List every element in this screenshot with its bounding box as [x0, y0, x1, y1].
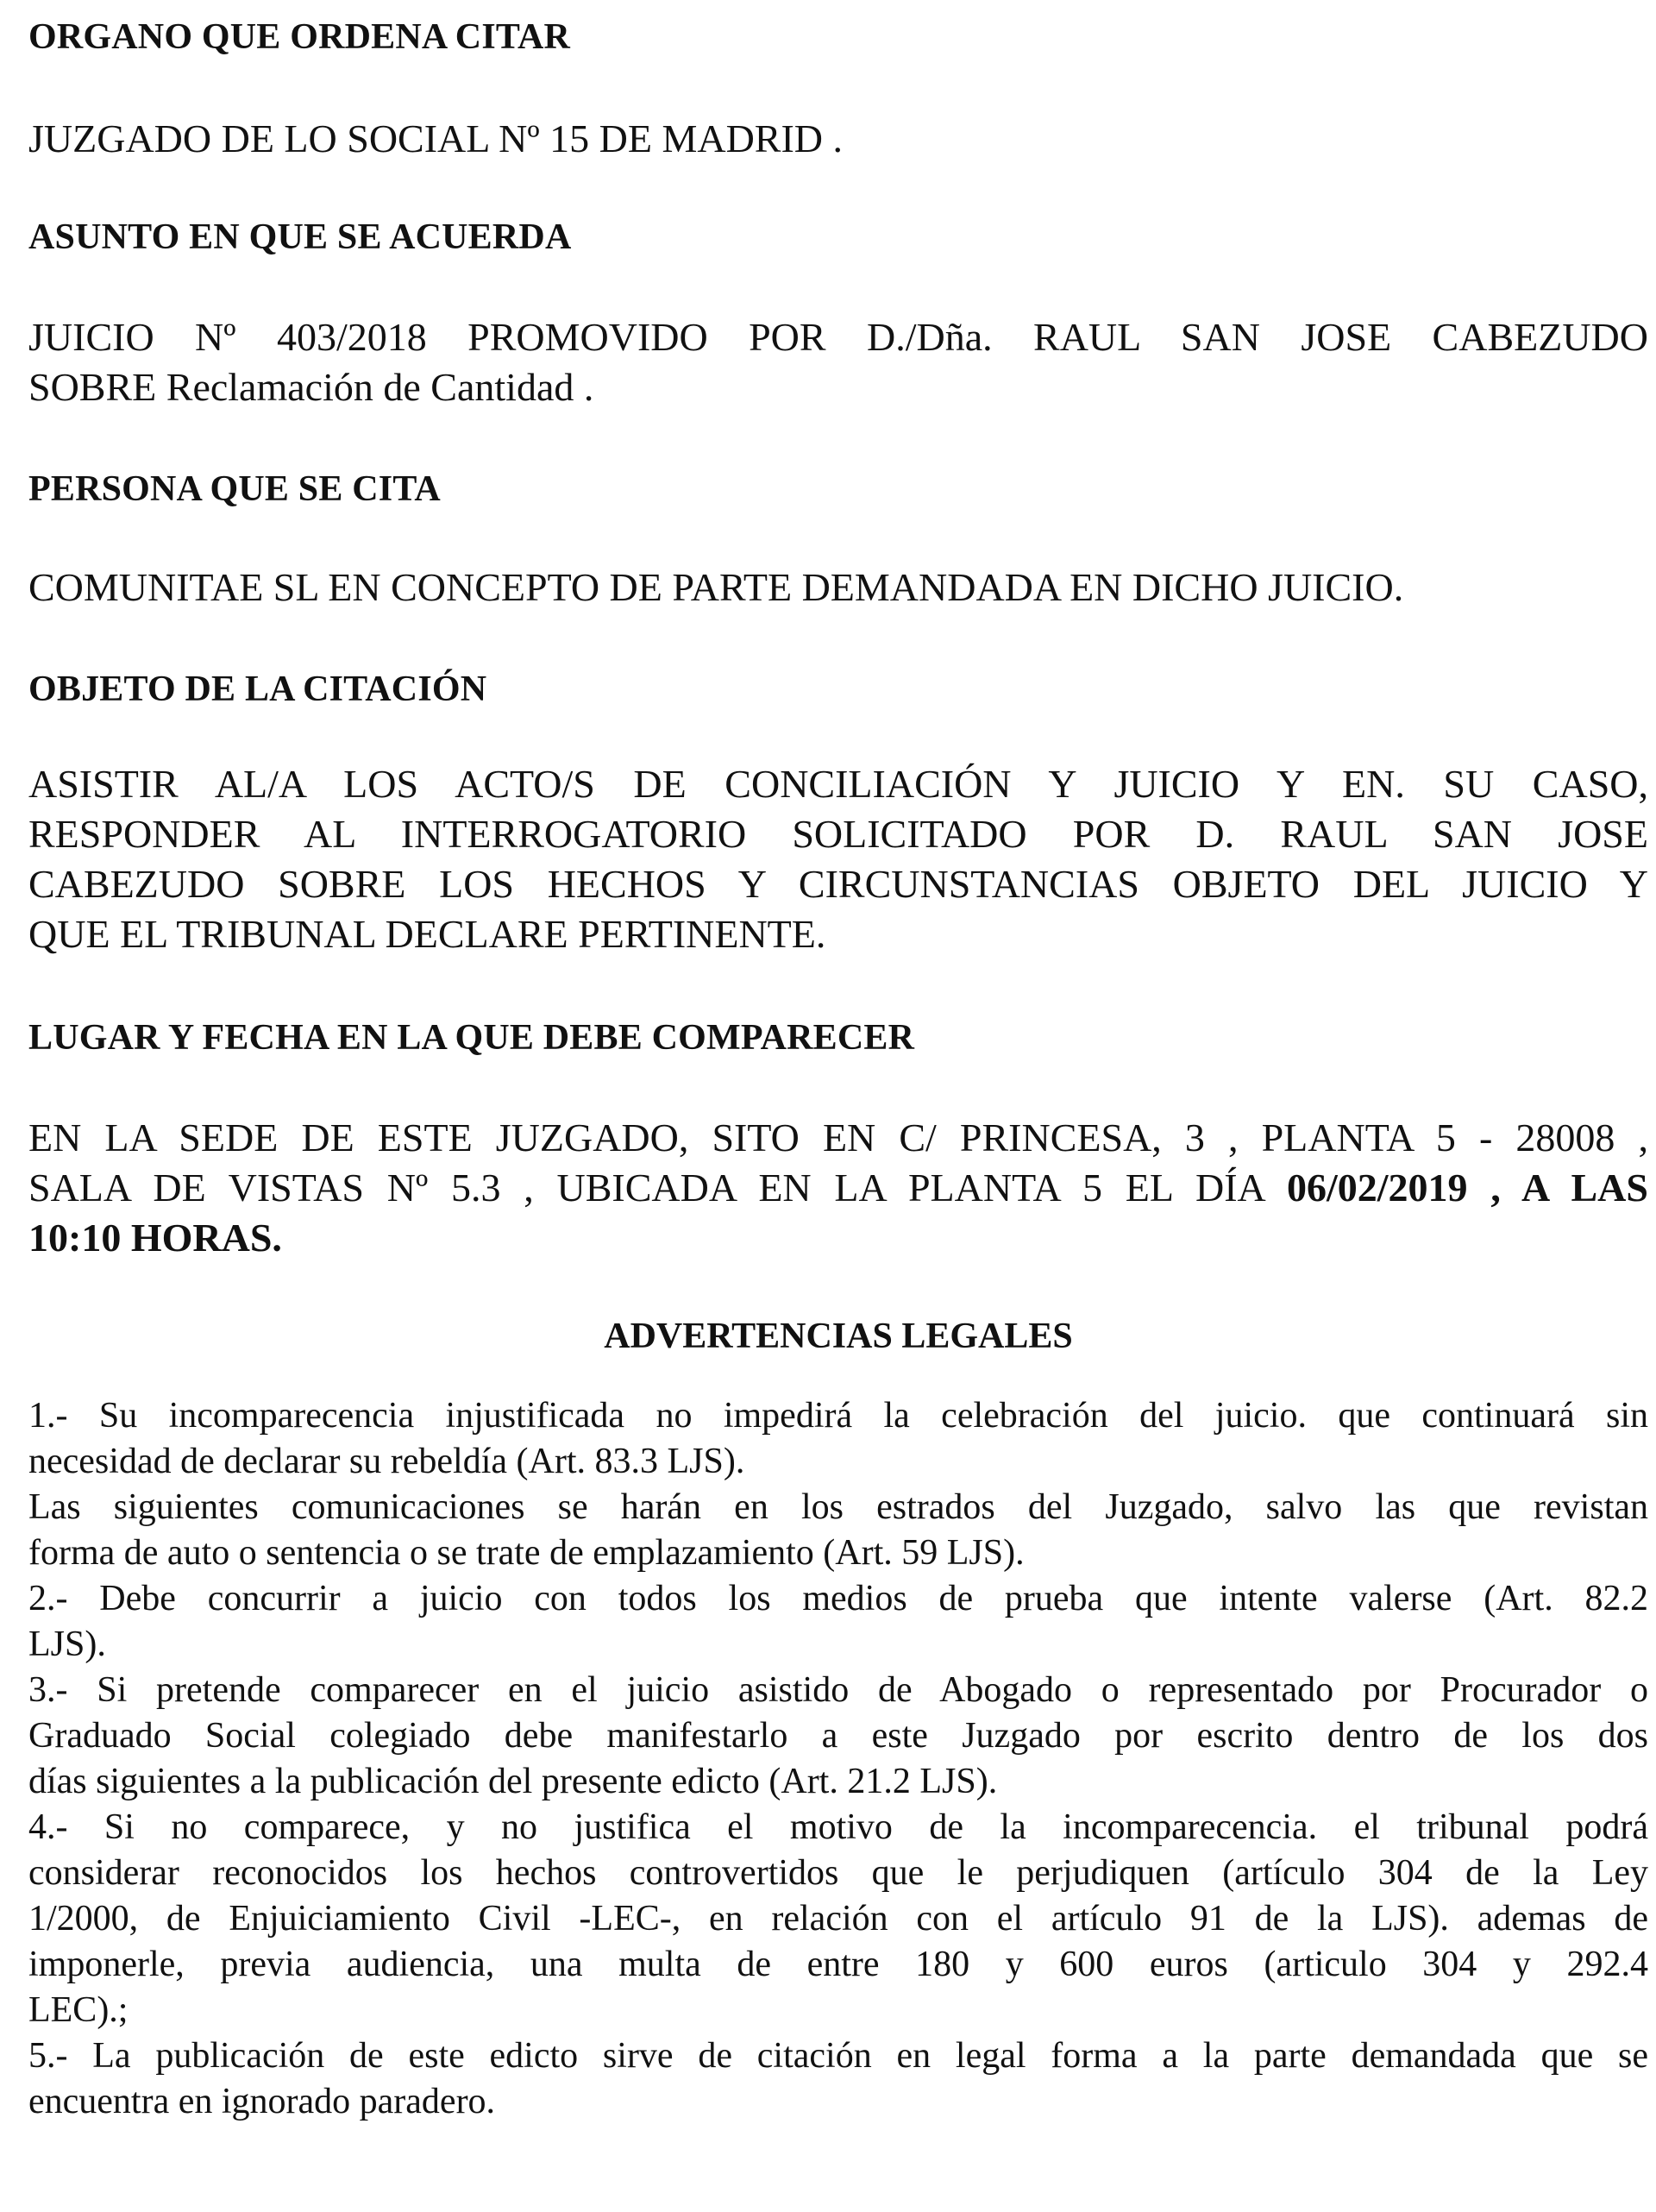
heading-asunto: ASUNTO EN QUE SE ACUERDA	[28, 217, 572, 257]
objeto-line-4: QUE EL TRIBUNAL DECLARE PERTINENTE.	[28, 912, 826, 956]
legal-line: 3.- Si pretende comparecer en el juicio asistido de Abogado o representado por Procurador o	[28, 1670, 1648, 1710]
heading-objeto: OBJETO DE LA CITACIÓN	[28, 669, 487, 709]
legal-line: LEC).;	[28, 1990, 129, 2030]
legal-line: 1.- Su incomparecencia injustificada no impedirá la celebración del juicio. que continuará sin	[28, 1396, 1648, 1436]
asunto-line-1: JUICIO Nº 403/2018 PROMOVIDO POR D./Dña. RAUL SAN JOSE CABEZUDO	[28, 315, 1648, 359]
legal-line: 5.- La publicación de este edicto sirve de citación en legal forma a la parte demandada que se	[28, 2036, 1648, 2076]
lugar-hora: 10:10 HORAS.	[28, 1216, 282, 1260]
legal-line: 4.- Si no comparece, y no justifica el motivo de la incomparecencia. el tribunal podrá	[28, 1807, 1648, 1847]
legal-line: 2.- Debe concurrir a juicio con todos los medios de prueba que intente valerse (Art. 82.2	[28, 1579, 1648, 1618]
objeto-line-1: ASISTIR AL/A LOS ACTO/S DE CONCILIACIÓN Y JUICIO Y EN. SU CASO,	[28, 762, 1648, 806]
asunto-line-2: SOBRE Reclamación de Cantidad .	[28, 365, 594, 409]
legal-line: encuentra en ignorado paradero.	[28, 2082, 496, 2121]
legal-line: necesidad de declarar su rebeldía (Art. 83.3 LJS).	[28, 1442, 745, 1481]
heading-organo: ORGANO QUE ORDENA CITAR	[28, 17, 571, 57]
objeto-line-3: CABEZUDO SOBRE LOS HECHOS Y CIRCUNSTANCIAS OBJETO DEL JUICIO Y	[28, 862, 1648, 906]
legal-line: LJS).	[28, 1624, 106, 1664]
lugar-fecha: 06/02/2019 , A LAS	[1286, 1166, 1648, 1210]
organo-line: JUZGADO DE LO SOCIAL Nº 15 DE MADRID .	[28, 116, 844, 160]
text-persona	[28, 562, 1648, 613]
advertencias-text	[28, 1393, 1648, 2125]
legal-line: forma de auto o sentencia o se trate de emplazamiento (Art. 59 LJS).	[28, 1533, 1025, 1573]
text-objeto	[28, 759, 1648, 959]
legal-line: días siguientes a la publicación del presente edicto (Art. 21.2 LJS).	[28, 1762, 998, 1801]
objeto-line-2: RESPONDER AL INTERROGATORIO SOLICITADO POR D. RAUL SAN JOSE	[28, 812, 1648, 856]
lugar-line-1: EN LA SEDE DE ESTE JUZGADO, SITO EN C/ PRINCESA, 3 , PLANTA 5 - 28008 ,	[28, 1115, 1648, 1159]
advertencias-title: ADVERTENCIAS LEGALES	[604, 1317, 1073, 1356]
lugar-line-2-plain: SALA DE VISTAS Nº 5.3 , UBICADA EN LA PLANTA 5 EL DÍA	[28, 1166, 1287, 1210]
text-asunto	[28, 312, 1648, 412]
legal-line: imponerle, previa audiencia, una multa de entre 180 y 600 euros (articulo 304 y 292.4	[28, 1945, 1648, 1984]
heading-persona: PERSONA QUE SE CITA	[28, 469, 441, 509]
legal-line: considerar reconocidos los hechos controvertidos que le perjudiquen (artículo 304 de la Ley	[28, 1853, 1648, 1893]
text-lugar	[28, 1113, 1648, 1263]
heading-lugar: LUGAR Y FECHA EN LA QUE DEBE COMPARECER	[28, 1018, 915, 1058]
text-organo	[28, 114, 1648, 164]
persona-line: COMUNITAE SL EN CONCEPTO DE PARTE DEMANDADA EN DICHO JUICIO.	[28, 565, 1404, 609]
lugar-line-2	[28, 1163, 1648, 1213]
legal-line: Las siguientes comunicaciones se harán en los estrados del Juzgado, salvo las que revistan	[28, 1487, 1648, 1527]
legal-line: 1/2000, de Enjuiciamiento Civil -LEC-, en relación con el artículo 91 de la LJS). ademas de	[28, 1899, 1648, 1939]
legal-line: Graduado Social colegiado debe manifestarlo a este Juzgado por escrito dentro de los dos	[28, 1716, 1648, 1756]
